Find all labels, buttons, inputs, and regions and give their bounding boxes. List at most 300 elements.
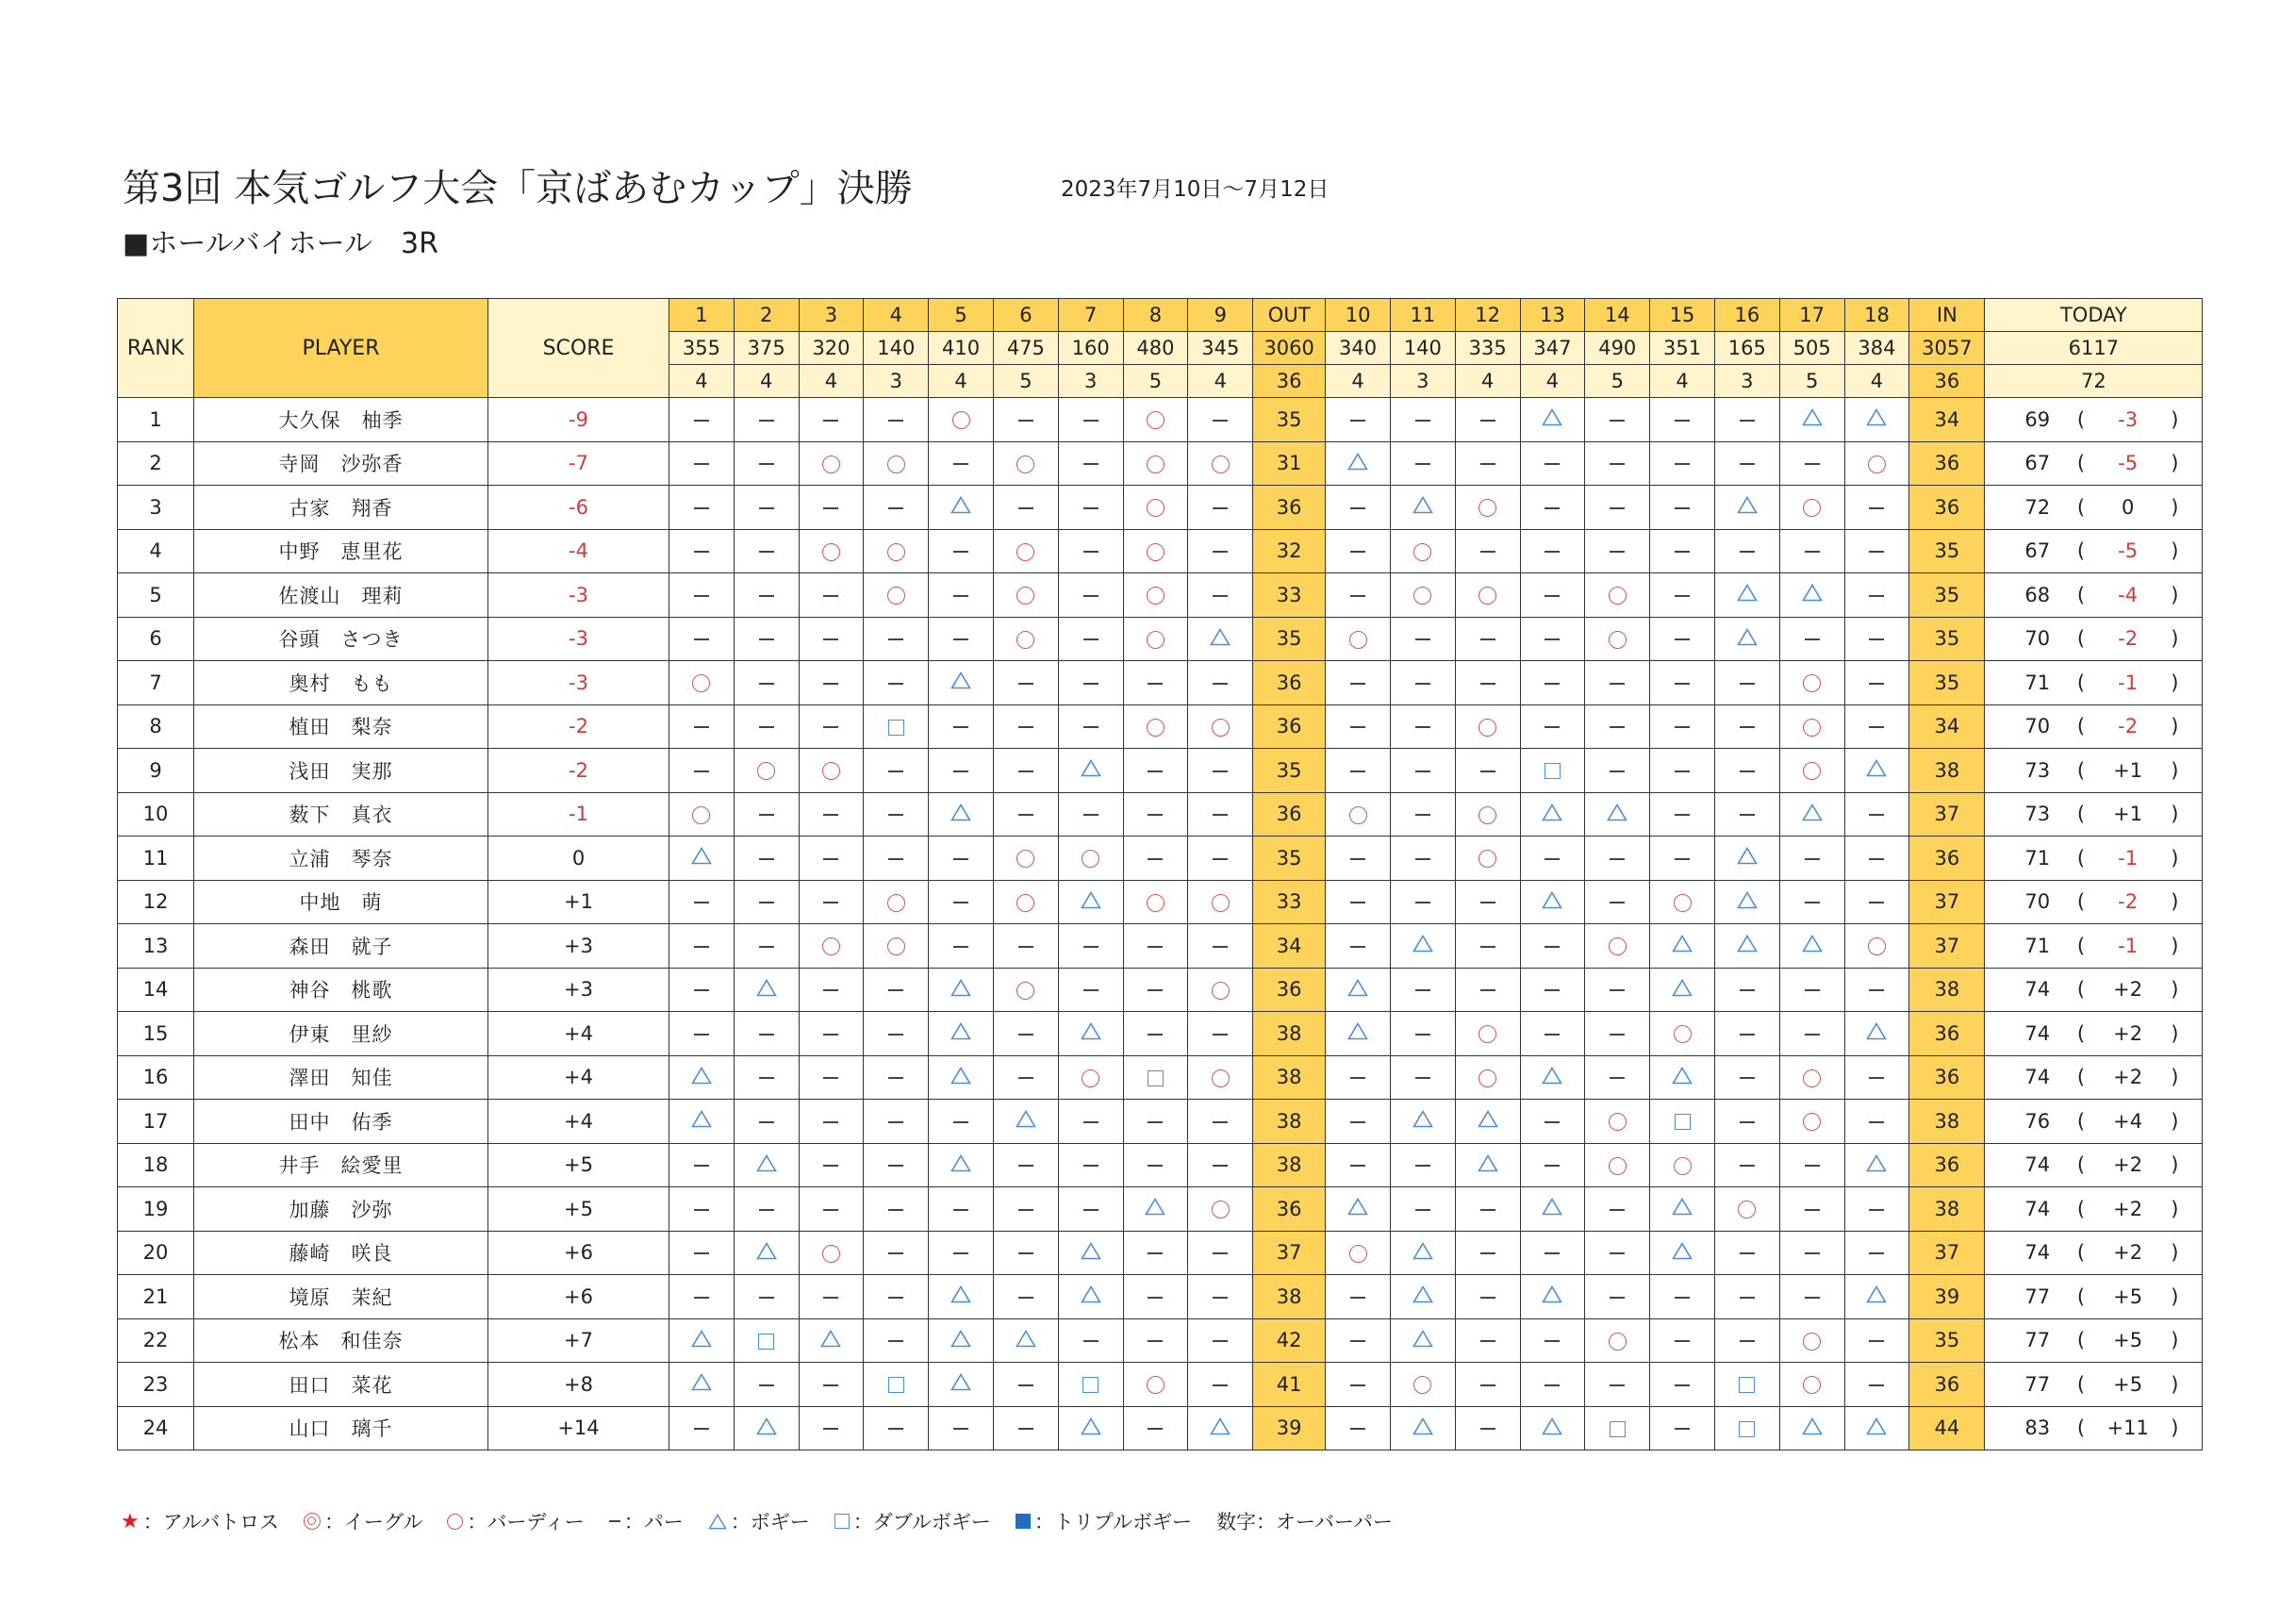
hole-6-cell xyxy=(993,924,1058,969)
today-score: 74 xyxy=(2024,1197,2051,1220)
hole-10-cell xyxy=(1326,398,1391,442)
hole-17-cell xyxy=(1779,792,1844,837)
in-total: 38 xyxy=(1909,749,1985,793)
hole-15-cell xyxy=(1650,968,1715,1012)
today-score: 71 xyxy=(2024,846,2051,870)
bogey-triangle-icon xyxy=(1081,1242,1101,1265)
double-circle-icon xyxy=(304,1513,321,1530)
hole-4-cell xyxy=(864,1143,929,1187)
today-score: 70 xyxy=(2024,627,2051,651)
hole-3-cell xyxy=(799,617,864,661)
par-dash-icon xyxy=(1415,638,1430,640)
hole-9-cell xyxy=(1188,617,1253,661)
today-group xyxy=(1985,1241,2202,1264)
bogey-triangle-icon xyxy=(950,1154,971,1177)
hole-10-cell xyxy=(1326,486,1391,530)
rank-cell: 3 xyxy=(118,486,194,530)
hole-7-cell xyxy=(1058,924,1123,969)
bogey-triangle-icon xyxy=(1412,1417,1433,1440)
hole-10-cell xyxy=(1326,792,1391,837)
out-total: 32 xyxy=(1253,529,1326,573)
par-dash-icon xyxy=(1480,902,1495,903)
hole-8-cell xyxy=(1123,441,1188,486)
hole-3-cell xyxy=(799,486,864,530)
hole-10-cell xyxy=(1326,529,1391,573)
total-score: 0 xyxy=(488,837,669,881)
today-cell xyxy=(1985,1187,2203,1232)
hole-12-cell xyxy=(1455,749,1520,793)
total-score: -3 xyxy=(488,573,669,618)
hole-1-cell xyxy=(669,924,735,969)
close-paren: ) xyxy=(2171,495,2179,519)
hole-2-par: 4 xyxy=(734,365,799,398)
hole-4-cell xyxy=(864,749,929,793)
hole-11-cell xyxy=(1390,1363,1455,1407)
tournament-date: 2023年7月10日～7月12日 xyxy=(1061,177,1330,202)
bogey-triangle-icon xyxy=(950,1330,971,1352)
bogey-triangle-icon xyxy=(1478,1154,1498,1177)
bogey-triangle-icon xyxy=(1802,408,1823,431)
hole-2-cell xyxy=(734,617,799,661)
hole-4-par: 3 xyxy=(864,365,929,398)
in-total: 38 xyxy=(1909,968,1985,1012)
hole-17-yards: 505 xyxy=(1779,332,1844,365)
hole-4-cell xyxy=(864,968,929,1012)
hole-18-cell xyxy=(1844,617,1909,661)
out-total: 38 xyxy=(1253,1275,1326,1319)
birdie-circle-icon xyxy=(1212,1201,1230,1218)
out-total: 38 xyxy=(1253,1100,1326,1144)
birdie-circle-icon xyxy=(887,937,905,955)
today-group xyxy=(1985,1329,2202,1351)
hole-10-cell xyxy=(1326,1012,1391,1056)
hole-4-cell xyxy=(864,529,929,573)
hole-2-cell xyxy=(734,837,799,881)
par-dash-icon xyxy=(1213,1384,1228,1386)
bogey-triangle-icon xyxy=(1802,935,1823,957)
rank-cell: 10 xyxy=(118,792,194,837)
hole-3-cell xyxy=(799,792,864,837)
hole-1-cell xyxy=(669,968,735,1012)
hole-8-cell xyxy=(1123,1143,1188,1187)
out-total: 31 xyxy=(1253,441,1326,486)
hole-4-cell xyxy=(864,837,929,881)
rank-cell: 9 xyxy=(118,749,194,793)
close-paren: ) xyxy=(2171,1417,2179,1440)
par-dash-icon xyxy=(1869,507,1884,509)
player-name: 松本 和佳奈 xyxy=(194,1318,488,1363)
par-dash-icon xyxy=(1480,638,1495,640)
today-group xyxy=(1985,890,2202,913)
total-score: -3 xyxy=(488,661,669,705)
today-group xyxy=(1985,803,2202,825)
par-dash-icon xyxy=(823,989,838,991)
filled-square-icon xyxy=(1016,1514,1031,1529)
par-dash-icon xyxy=(1350,858,1365,860)
hole-5-cell xyxy=(929,441,994,486)
par-dash-icon xyxy=(1350,771,1365,772)
bogey-triangle-icon xyxy=(1412,496,1433,519)
hole-1-cell xyxy=(669,1275,735,1319)
hole-7-cell xyxy=(1058,1100,1123,1144)
hole-12-par: 4 xyxy=(1455,365,1520,398)
hole-7-cell xyxy=(1058,573,1123,618)
scorecard-table xyxy=(117,298,2203,1450)
hole-2-cell xyxy=(734,1275,799,1319)
hole-5-cell xyxy=(929,1012,994,1056)
hole-9-cell xyxy=(1188,1012,1253,1056)
total-score: -6 xyxy=(488,486,669,530)
hole-18-cell xyxy=(1844,749,1909,793)
hole-18-cell xyxy=(1844,1406,1909,1450)
hole-17-header: 17 xyxy=(1779,299,1844,332)
bogey-triangle-icon xyxy=(1081,1417,1101,1440)
hole-17-cell xyxy=(1779,749,1844,793)
hole-3-cell xyxy=(799,441,864,486)
hole-5-cell xyxy=(929,1318,994,1363)
par-dash-icon xyxy=(1869,1340,1884,1342)
hole-17-cell xyxy=(1779,837,1844,881)
total-score: +6 xyxy=(488,1275,669,1319)
today-cell xyxy=(1985,749,2203,793)
hole-1-cell xyxy=(669,837,735,881)
in-total: 35 xyxy=(1909,661,1985,705)
rank-cell: 4 xyxy=(118,529,194,573)
player-name: 山口 璃千 xyxy=(194,1406,488,1450)
hole-18-cell xyxy=(1844,1055,1909,1100)
hole-8-cell xyxy=(1123,1275,1188,1319)
bogey-triangle-icon xyxy=(1081,759,1101,782)
bogey-triangle-icon xyxy=(1672,979,1693,1002)
hole-17-cell xyxy=(1779,880,1844,924)
hole-18-cell xyxy=(1844,486,1909,530)
out-header: OUT xyxy=(1253,299,1326,332)
in-header: IN xyxy=(1909,299,1985,332)
close-paren: ) xyxy=(2171,1372,2179,1396)
hole-12-cell xyxy=(1455,1012,1520,1056)
rank-cell: 13 xyxy=(118,924,194,969)
hole-7-yards: 160 xyxy=(1058,332,1123,365)
bogey-triangle-icon xyxy=(1412,1242,1433,1265)
hole-1-cell xyxy=(669,441,735,486)
in-par: 36 xyxy=(1909,365,1985,398)
close-paren: ) xyxy=(2171,846,2179,870)
hole-8-cell xyxy=(1123,792,1188,837)
bogey-triangle-icon xyxy=(756,1154,777,1177)
par-dash-icon xyxy=(823,1384,838,1386)
birdie-circle-icon xyxy=(1478,1069,1496,1087)
hole-8-cell xyxy=(1123,617,1188,661)
legend-item xyxy=(708,1507,810,1535)
par-dash-icon xyxy=(1544,551,1560,553)
hole-8-cell xyxy=(1123,1363,1188,1407)
open-paren: ( xyxy=(2076,978,2086,1002)
hole-13-cell xyxy=(1520,837,1585,881)
par-dash-icon xyxy=(1018,1209,1033,1211)
total-score: -4 xyxy=(488,529,669,573)
hole-11-cell xyxy=(1390,880,1455,924)
out-total: 39 xyxy=(1253,1406,1326,1450)
hole-10-cell xyxy=(1326,661,1391,705)
hole-9-cell xyxy=(1188,1100,1253,1144)
bogey-triangle-icon xyxy=(1542,1285,1562,1308)
par-dash-icon xyxy=(888,1121,903,1123)
today-group xyxy=(1985,671,2202,694)
hole-16-cell xyxy=(1714,1055,1779,1100)
today-score: 67 xyxy=(2024,452,2051,475)
hole-12-cell xyxy=(1455,529,1520,573)
hole-11-cell xyxy=(1390,749,1455,793)
hole-6-cell xyxy=(993,1187,1058,1232)
hole-11-cell xyxy=(1390,1012,1455,1056)
birdie-circle-icon xyxy=(1016,982,1034,1000)
hole-14-cell xyxy=(1585,792,1650,837)
hole-3-par: 4 xyxy=(799,365,864,398)
hole-2-cell xyxy=(734,398,799,442)
today-group xyxy=(1985,1110,2202,1133)
par-dash-icon xyxy=(694,1165,709,1167)
today-header: TODAY xyxy=(1985,299,2203,332)
hole-8-cell xyxy=(1123,398,1188,442)
player-name: 田中 佑季 xyxy=(194,1100,488,1144)
today-cell xyxy=(1985,792,2203,837)
hole-7-cell xyxy=(1058,749,1123,793)
par-dash-icon xyxy=(1213,814,1228,816)
open-paren: ( xyxy=(2076,1417,2086,1440)
birdie-circle-icon xyxy=(1803,762,1821,780)
close-paren: ) xyxy=(2171,1329,2179,1352)
hole-11-cell xyxy=(1390,1406,1455,1450)
hole-17-cell xyxy=(1779,1187,1844,1232)
player-row xyxy=(118,529,2203,573)
hole-6-cell xyxy=(993,1363,1058,1407)
today-group xyxy=(1985,935,2202,957)
par-dash-icon xyxy=(1869,902,1884,903)
par-dash-icon xyxy=(1415,989,1430,991)
par-dash-icon xyxy=(1544,1034,1560,1036)
circle-icon xyxy=(447,1514,463,1530)
player-row xyxy=(118,1055,2203,1100)
par-dash-icon xyxy=(1610,1297,1625,1299)
hole-8-cell xyxy=(1123,968,1188,1012)
hole-7-cell xyxy=(1058,1143,1123,1187)
par-dash-icon xyxy=(1740,1121,1755,1123)
par-dash-icon xyxy=(1869,1121,1884,1123)
par-dash-icon xyxy=(1805,1034,1820,1036)
hole-18-cell xyxy=(1844,1100,1909,1144)
par-dash-icon xyxy=(1415,1077,1430,1079)
hole-11-cell xyxy=(1390,924,1455,969)
today-diff: +2 xyxy=(2113,1241,2143,1265)
par-dash-icon xyxy=(1740,551,1755,553)
par-dash-icon xyxy=(1480,1428,1495,1430)
hole-7-cell xyxy=(1058,837,1123,881)
bogey-triangle-icon xyxy=(1412,935,1433,957)
today-score: 71 xyxy=(2024,671,2051,694)
hole-17-cell xyxy=(1779,529,1844,573)
par-dash-icon xyxy=(1148,858,1163,860)
birdie-circle-icon xyxy=(1803,1113,1821,1131)
par-dash-icon xyxy=(759,1121,774,1123)
hole-7-cell xyxy=(1058,1055,1123,1100)
hole-14-cell xyxy=(1585,573,1650,618)
player-row xyxy=(118,1318,2203,1363)
hole-12-cell xyxy=(1455,837,1520,881)
hole-2-cell xyxy=(734,924,799,969)
hole-4-cell xyxy=(864,1012,929,1056)
par-dash-icon xyxy=(1083,989,1098,991)
par-dash-icon xyxy=(1610,771,1625,772)
hole-10-cell xyxy=(1326,1363,1391,1407)
hole-10-cell xyxy=(1326,1100,1391,1144)
today-diff: -2 xyxy=(2118,627,2139,651)
par-dash-icon xyxy=(1544,989,1560,991)
par-dash-icon xyxy=(1805,989,1820,991)
par-dash-icon xyxy=(1610,551,1625,553)
today-group xyxy=(1985,627,2202,650)
today-group xyxy=(1985,847,2202,870)
out-total: 36 xyxy=(1253,661,1326,705)
out-total: 38 xyxy=(1253,1012,1326,1056)
hole-7-cell xyxy=(1058,529,1123,573)
birdie-circle-icon xyxy=(952,411,970,429)
birdie-circle-icon xyxy=(1609,937,1627,955)
hole-13-cell xyxy=(1520,529,1585,573)
par-dash-icon xyxy=(1018,683,1033,685)
hole-1-cell xyxy=(669,661,735,705)
legend-item xyxy=(1016,1507,1192,1535)
hole-10-cell xyxy=(1326,1406,1391,1450)
hole-2-cell xyxy=(734,661,799,705)
rank-cell: 8 xyxy=(118,704,194,749)
par-dash-icon xyxy=(759,595,774,597)
hole-11-cell xyxy=(1390,792,1455,837)
birdie-circle-icon xyxy=(1803,499,1821,517)
hole-5-cell xyxy=(929,529,994,573)
par-dash-icon xyxy=(1610,507,1625,509)
player-name: 井手 絵愛里 xyxy=(194,1143,488,1187)
par-dash-icon xyxy=(1415,814,1430,816)
player-name: 佐渡山 理莉 xyxy=(194,573,488,618)
in-total: 35 xyxy=(1909,573,1985,618)
total-score: +6 xyxy=(488,1231,669,1275)
out-total: 41 xyxy=(1253,1363,1326,1407)
total-score: +5 xyxy=(488,1187,669,1232)
par-dash-icon xyxy=(1610,683,1625,685)
hole-1-cell xyxy=(669,1363,735,1407)
in-total: 37 xyxy=(1909,792,1985,837)
hole-15-cell xyxy=(1650,617,1715,661)
hole-16-cell xyxy=(1714,880,1779,924)
hole-17-cell xyxy=(1779,573,1844,618)
bogey-triangle-icon xyxy=(1081,891,1101,914)
par-dash-icon xyxy=(1740,1252,1755,1254)
player-name: 古家 翔香 xyxy=(194,486,488,530)
par-dash-icon xyxy=(1350,1121,1365,1123)
hole-7-cell xyxy=(1058,398,1123,442)
par-dash-icon xyxy=(1740,420,1755,422)
hole-11-cell xyxy=(1390,573,1455,618)
hole-6-cell xyxy=(993,661,1058,705)
hole-1-cell xyxy=(669,529,735,573)
hole-16-cell xyxy=(1714,1406,1779,1450)
hole-18-cell xyxy=(1844,1318,1909,1363)
today-score: 68 xyxy=(2024,583,2051,606)
rank-cell: 14 xyxy=(118,968,194,1012)
hole-6-cell xyxy=(993,792,1058,837)
bogey-triangle-icon xyxy=(1737,935,1758,957)
player-row xyxy=(118,398,2203,442)
par-dash-icon xyxy=(694,1297,709,1299)
player-row xyxy=(118,441,2203,486)
hole-15-cell xyxy=(1650,1406,1715,1450)
par-dash-icon xyxy=(1869,595,1884,597)
today-score: 70 xyxy=(2024,890,2051,914)
bogey-triangle-icon xyxy=(1672,1198,1693,1220)
par-dash-icon xyxy=(1213,420,1228,422)
hole-3-cell xyxy=(799,924,864,969)
hole-13-cell xyxy=(1520,1275,1585,1319)
today-diff: +1 xyxy=(2113,758,2143,782)
hole-2-cell xyxy=(734,1318,799,1363)
hole-16-cell xyxy=(1714,1100,1779,1144)
today-cell xyxy=(1985,1100,2203,1144)
today-cell xyxy=(1985,1318,2203,1363)
par-dash-icon xyxy=(1083,1209,1098,1211)
today-cell xyxy=(1985,1231,2203,1275)
hole-16-cell xyxy=(1714,968,1779,1012)
par-dash-icon xyxy=(694,463,709,465)
par-dash-icon xyxy=(759,1209,774,1211)
par-dash-icon xyxy=(1018,946,1033,948)
hole-11-cell xyxy=(1390,1055,1455,1100)
today-diff: +5 xyxy=(2113,1284,2143,1308)
double-bogey-square-icon xyxy=(1610,1421,1626,1437)
hole-5-cell xyxy=(929,1231,994,1275)
hole-12-cell xyxy=(1455,486,1520,530)
player-row xyxy=(118,792,2203,837)
hole-1-yards: 355 xyxy=(669,332,735,365)
par-dash-icon xyxy=(823,902,838,903)
today-par: 72 xyxy=(1985,365,2203,398)
hole-1-cell xyxy=(669,486,735,530)
hole-15-cell xyxy=(1650,1187,1715,1232)
hole-14-cell xyxy=(1585,1406,1650,1450)
birdie-circle-icon xyxy=(822,762,840,780)
par-dash-icon xyxy=(694,1252,709,1254)
par-dash-icon xyxy=(823,726,838,728)
par-dash-icon xyxy=(759,814,774,816)
bogey-triangle-icon xyxy=(1672,935,1693,957)
today-cell xyxy=(1985,924,2203,969)
hole-14-header: 14 xyxy=(1585,299,1650,332)
hole-14-cell xyxy=(1585,398,1650,442)
hole-18-cell xyxy=(1844,1012,1909,1056)
birdie-circle-icon xyxy=(1674,1025,1692,1043)
par-dash-icon xyxy=(1675,1297,1690,1299)
close-paren: ) xyxy=(2171,1109,2179,1133)
in-total: 34 xyxy=(1909,398,1985,442)
par-dash-icon xyxy=(1675,683,1690,685)
player-row xyxy=(118,486,2203,530)
hole-18-cell xyxy=(1844,1363,1909,1407)
par-dash-icon xyxy=(1018,1297,1033,1299)
close-paren: ) xyxy=(2171,1197,2179,1220)
player-row xyxy=(118,924,2203,969)
hole-8-cell xyxy=(1123,1187,1188,1232)
in-total: 36 xyxy=(1909,1143,1985,1187)
hole-5-cell xyxy=(929,1406,994,1450)
